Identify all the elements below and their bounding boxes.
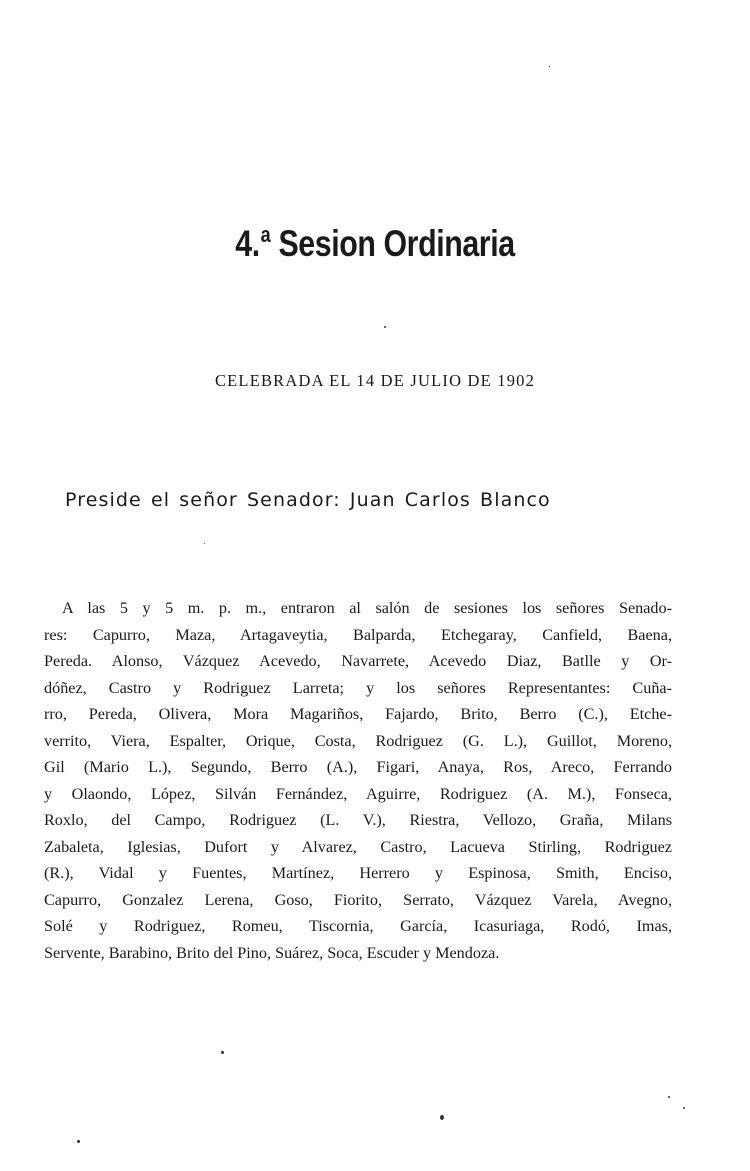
paragraph-line: res: Capurro, Maza, Artagaveytia, Balparda, Etchegaray, Canfield, Baena,: [44, 625, 672, 644]
president-line: Preside el señor Senador: Juan Carlos Blanco: [65, 489, 551, 511]
paragraph-line: Zabaleta, Iglesias, Dufort y Alvarez, Castro, Lacueva Stirling, Rodriguez: [44, 837, 672, 856]
scan-speck: [221, 1051, 224, 1054]
paragraph-line: Pereda. Alonso, Vázquez Acevedo, Navarrete, Acevedo Diaz, Batlle y Or-: [44, 652, 672, 670]
scan-speck: [77, 1140, 80, 1143]
paragraph-line: Servente, Barabino, Brito del Pino, Suárez, Soca, Escuder y Mendoza.: [44, 943, 500, 962]
scan-speck: [668, 1096, 670, 1098]
paragraph-line: A las 5 y 5 m. p. m., entraron al salón de sesiones los señores Senado-: [62, 599, 672, 617]
paragraph-line: Capurro, Gonzalez Lerena, Goso, Fiorito, Serrato, Vázquez Varela, Avegno,: [44, 890, 672, 909]
session-date: CELEBRADA EL 14 DE JULIO DE 1902: [214, 371, 536, 390]
paragraph-line: Solé y Rodriguez, Romeu, Tiscornia, García, Icasuriaga, Rodó, Imas,: [44, 917, 672, 935]
paragraph-line: verrito, Viera, Espalter, Orique, Costa, Rodriguez (G. L.), Guillot, Moreno,: [44, 731, 672, 750]
scan-speck: [384, 326, 386, 328]
paragraph-line: y Olaondo, López, Silván Fernández, Aguirre, Rodriguez (A. M.), Fonseca,: [44, 784, 672, 803]
paragraph-line: Roxlo, del Campo, Rodriguez (L. V.), Riestra, Vellozo, Graña, Milans: [44, 811, 672, 829]
session-title: [68, 222, 683, 265]
session-title-text: Sesion Ordinaria: [278, 223, 515, 264]
scan-speck: [204, 543, 205, 544]
scan-speck: [549, 66, 550, 67]
attendance-paragraph: [44, 595, 672, 966]
paragraph-line: dóñez, Castro y Rodriguez Larreta; y los señores Representantes: Cuña-: [44, 678, 672, 697]
paragraph-line: Gil (Mario L.), Segundo, Berro (A.), Figari, Anaya, Ros, Areco, Ferrando: [44, 758, 672, 776]
session-number: 4.: [235, 223, 260, 264]
paragraph-line: rro, Pereda, Olivera, Mora Magariños, Fajardo, Brito, Berro (C.), Etche-: [44, 705, 672, 723]
paragraph-line: (R.), Vidal y Fuentes, Martínez, Herrero y Espinosa, Smith, Enciso,: [44, 864, 672, 882]
scan-speck: [683, 1107, 685, 1109]
ordinal-suffix: a: [260, 222, 271, 247]
scan-speck: [440, 1115, 444, 1120]
